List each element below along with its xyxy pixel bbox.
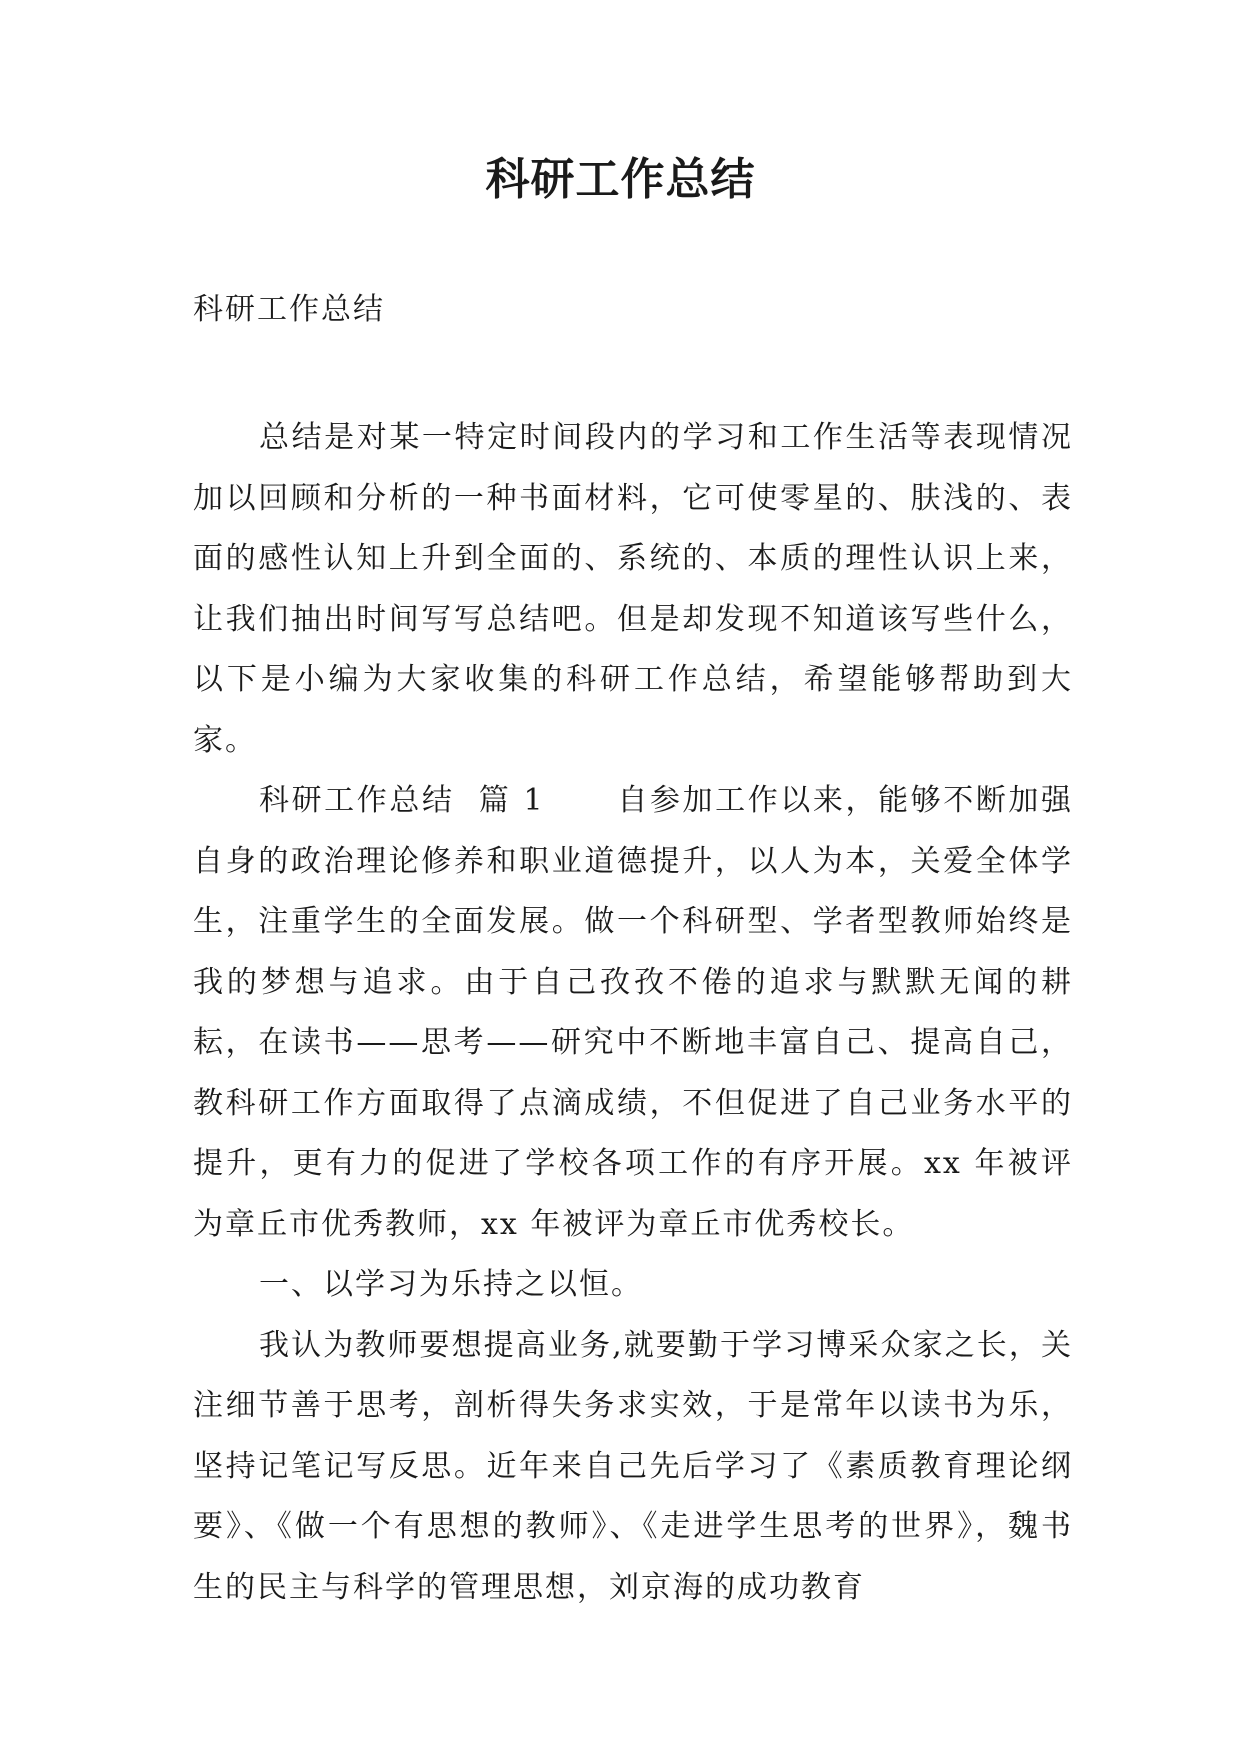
section1-heading: 一、以学习为乐持之以恒。: [259, 1267, 643, 1302]
intro-paragraph: 总结是对某一特定时间段内的学习和工作生活等表现情况加以回顾和分析的一种书面材料，它可使零星的、肤浅的、表面的感性认知上升到全面的、系统的、本质的理性认识上来，让我们抽出时间写写总结吧。但是却发现不知道该写些什么，以下是小编为大家收集的科研工作总结，希望能够帮助到大家。: [193, 420, 1073, 758]
part1-label: 科研工作总结 篇 1: [259, 783, 545, 818]
document-body: [193, 408, 1073, 1618]
document-subtitle: 科研工作总结: [193, 292, 385, 327]
section1-paragraph: 我认为教师要想提高业务,就要勤于学习博采众家之长，关注细节善于思考，剖析得失务求实效，于是常年以读书为乐，坚持记笔记写反思。近年来自己先后学习了《素质教育理论纲要》、《做一个有思想的教师》、《走进学生思考的世界》，魏书生的民主与科学的管理思想，刘京海的成功教育: [193, 1327, 1073, 1605]
part1-text: 自参加工作以来，能够不断加强自身的政治理论修养和职业道德提升，以人为本，关爱全体学生，注重学生的全面发展。做一个科研型、学者型教师始终是我的梦想与追求。由于自己孜孜不倦的追求与默默无闻的耕耘，在读书——思考——研究中不断地丰富自己、提高自己，教科研工作方面取得了点滴成绩，不但促进了自己业务水平的提升，更有力的促进了学校各项工作的有序开展。xx 年被评为章丘市优秀教师，xx 年被评为章丘市优秀校长。: [193, 783, 1074, 1242]
document-title: 科研工作总结: [485, 154, 756, 205]
part1-paragraph: [193, 771, 1073, 1255]
